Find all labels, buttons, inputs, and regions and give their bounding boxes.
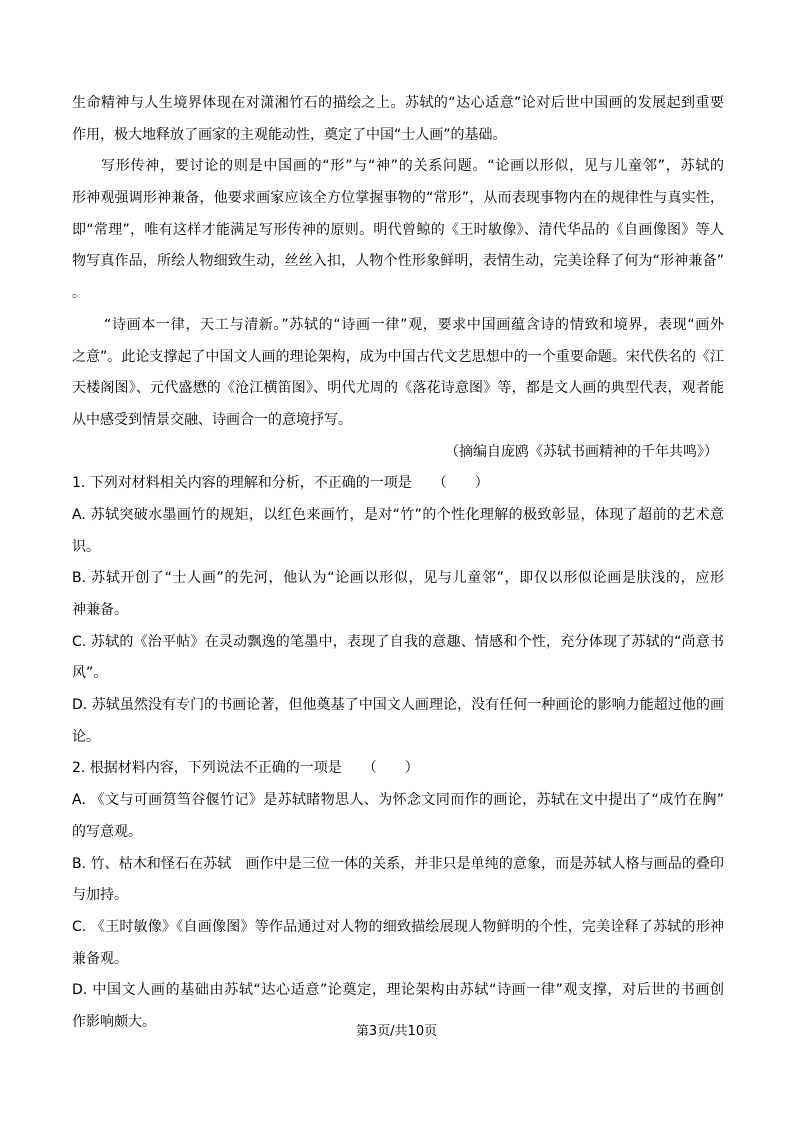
option-d-line: 论。 <box>72 728 100 745</box>
option-a-line: 的写意观。 <box>72 823 142 840</box>
option-c-line: C. 苏轼的《治平帖》在灵动飘逸的笔墨中，表现了自我的意趣、情感和个性，充分体现了苏轼的“尚意书 <box>72 633 724 650</box>
option-c-line: 风”。 <box>72 665 108 682</box>
passage-line: 物写真作品，所绘人物细致生动，丝丝入扣，人物个性形象鲜明，表情生动，完美诠释了何为“形神兼备” <box>72 253 724 270</box>
passage-line: 从中感受到情景交融、诗画合一的意境抒写。 <box>72 411 352 428</box>
option-a-line: A. 《文与可画筼筜谷偃竹记》是苏轼睹物思人、为怀念文同而作的画论，苏轼在文中提出了“成竹在胸” <box>72 792 724 809</box>
option-c-line: C. 《王时敏像》《自画像图》等作品通过对人物的细致描绘展现人物鲜明的个性，完美诠释了苏轼的形神 <box>72 918 724 935</box>
passage-line: 天楼阁图》、元代盛懋的《沧江横笛图》、明代尤周的《落花诗意图》等，都是文人画的典型代表，观者能 <box>72 380 724 397</box>
page-number: 第3页/共10页 <box>355 1024 438 1039</box>
option-d-line: D. 中国文人画的基础由苏轼“达心适意”论奠定，理论架构由苏轼“诗画一律”观支撑，对后世的书画创 <box>72 982 724 999</box>
document-page <box>72 88 724 1039</box>
option-d-line: 作影响颇大。 <box>72 1013 156 1030</box>
passage-line: 生命精神与人生境界体现在对潇湘竹石的描绘之上。苏轼的“达心适意”论对后世中国画的发展起到重要 <box>72 95 724 111</box>
option-c-line: 兼备观。 <box>72 950 128 967</box>
option-b-line: B. 苏轼开创了“士人画”的先河，他认为“论画以形似，见与儿童邻”，即仅以形似论画是肤浅的，应形 <box>72 570 724 587</box>
passage-line: “诗画本一律，天工与清新。”苏轼的“诗画一律”观，要求中国画蕴含诗的情致和境界，表现“画外 <box>104 316 724 333</box>
passage-line: 。 <box>72 285 86 302</box>
option-b-line: 神兼备。 <box>72 602 128 618</box>
passage-line: 作用，极大地释放了画家的主观能动性，奠定了中国“士人画”的基础。 <box>72 126 507 143</box>
option-d-line: D. 苏轼虽然没有专门的书画论著，但他奠基了中国文人画理论，没有任何一种画论的影响力能超过他的画 <box>72 697 724 714</box>
passage-line: 之意”。此论支撑起了中国文人画的理论架构，成为中国古代文艺思想中的一个重要命题。宋代佚名的《江 <box>72 348 724 365</box>
option-b-line: 与加持。 <box>72 887 128 904</box>
option-a-line: A. 苏轼突破水墨画竹的规矩，以红色来画竹，是对“竹”的个性化理解的极致彰显，体现了超前的艺术意 <box>72 506 724 523</box>
option-b-line: B. 竹、枯木和怪石在苏轼 画作中是三位一体的关系，并非只是单纯的意象，而是苏轼人格与画品的叠印 <box>72 855 724 872</box>
passage-line: 即“常理”，唯有这样才能满足写形传神的原则。明代曾鲸的《王时敏像》、清代华品的《自画像图》等人 <box>72 221 724 238</box>
source-citation: （摘编自庞鸥《苏轼书画精神的千年共鸣》） <box>445 443 718 460</box>
option-a-line: 识。 <box>72 538 100 555</box>
passage-line: 写形传神，要讨论的则是中国画的“形”与“神”的关系问题。“论画以形似，见与儿童邻”，苏轼的 <box>101 158 724 175</box>
passage-line: 形神观强调形神兼备，他要求画家应该全方位掌握事物的“常形”，从而表现事物内在的规律性与真实性， <box>72 190 724 207</box>
question-stem: 1. 下列对材料相关内容的理解和分析，不正确的一项是 （ ） <box>72 475 489 492</box>
question-stem: 2. 根据材料内容，下列说法不正确的一项是 （ ） <box>72 760 419 777</box>
